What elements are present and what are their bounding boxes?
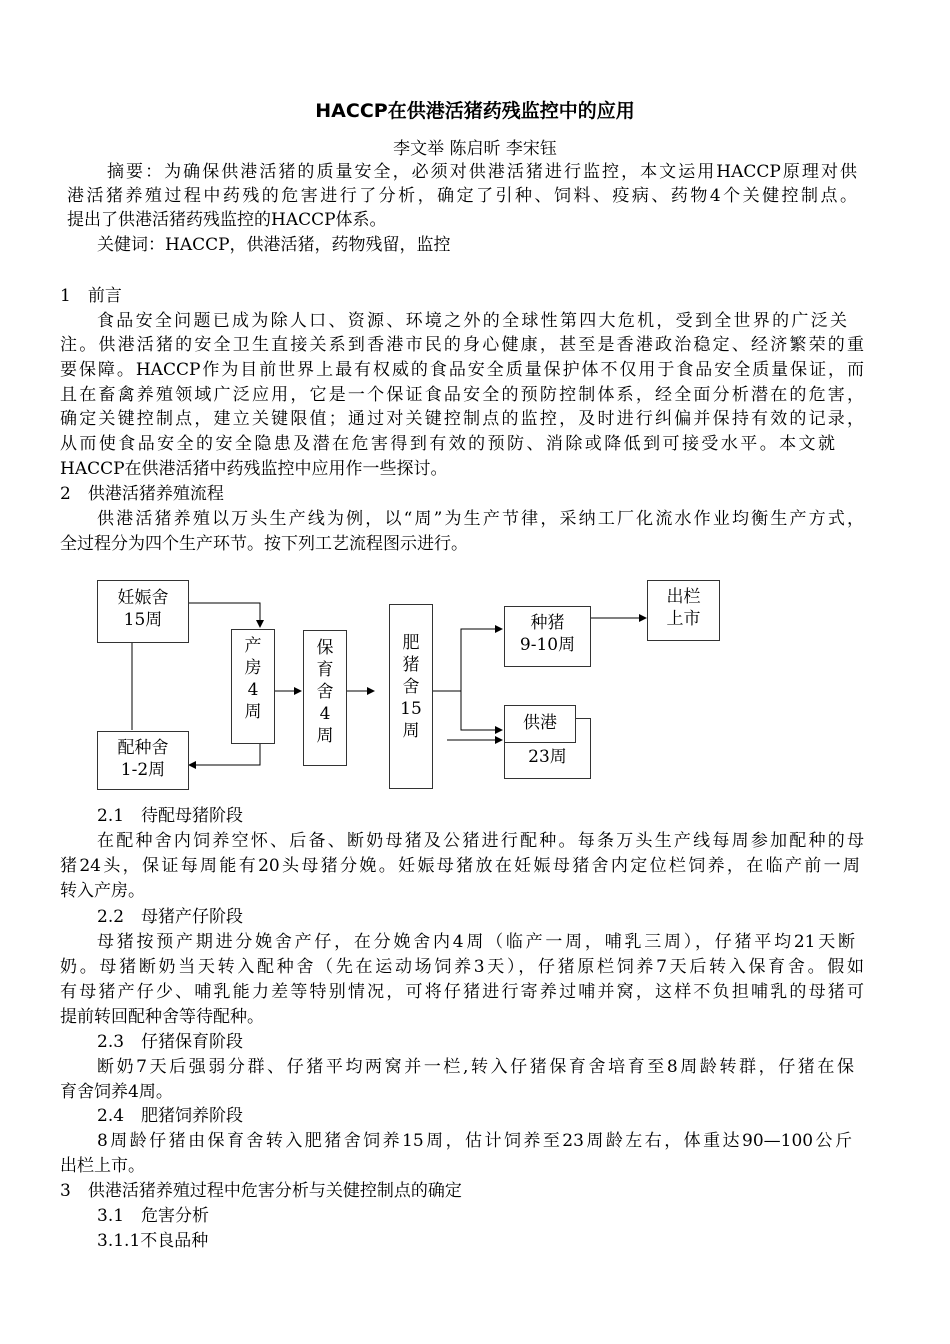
abstract-line: 港活猪养殖过程中药残的危害进行了分析，确定了引种、饲料、疫病、药物4个关健控制点。: [67, 186, 857, 206]
box-nursery: [303, 630, 347, 766]
box-nursery-char: 周: [316, 726, 334, 746]
body-line: 奶。母猪断奶当天转入配种舍（先在运动场饲养3天），仔猪原栏饲养7天后转入保育舍。假如: [60, 957, 864, 977]
box-farrowing-char: 房: [244, 658, 262, 678]
box-fattening-char: 15: [400, 699, 422, 719]
box-farrowing: [231, 629, 275, 744]
body-line: 在配种舍内饲养空怀、后备、断奶母猪及公猪进行配种。每条万头生产线每周参加配种的母: [97, 831, 864, 851]
body-line: 母猪按预产期进分娩舍产仔，在分娩舍内4周（临产一周，哺乳三周），仔猪平均21天断: [97, 932, 855, 952]
body-line: 确定关键控制点，建立关键限值；通过对关键控制点的监控，及时进行纠偏并保持有效的记录，: [60, 409, 864, 429]
body-line: 食品安全问题已成为除人口、资源、环境之外的全球性第四大危机，受到全世界的广泛关: [97, 311, 847, 331]
keywords: 关健词：HACCP，供港活猪，药物残留，监控: [97, 235, 451, 255]
box-breeder: [504, 606, 591, 667]
box-farrowing-char: 产: [244, 636, 262, 656]
body-line: 从而使食品安全的安全隐患及潜在危害得到有效的预防、消除或降低到可接受水平。本文就: [60, 434, 835, 454]
box-nursery-char: 舍: [316, 682, 334, 702]
box-hk-supply: [504, 705, 576, 743]
subsection-heading: 3.1 危害分析: [97, 1206, 210, 1226]
box-nursery-char: 4: [319, 704, 331, 724]
box-nursery-char: 保: [316, 638, 334, 658]
body-line: 注。供港活猪的安全卫生直接关系到香港市民的身心健康，甚至是香港政治稳定、经济繁荣的重: [60, 335, 864, 355]
body-line: 供港活猪养殖以万头生产线为例，以“周”为生产节律，采纳工厂化流水作业均衡生产方式，: [97, 509, 864, 529]
body-line: 且在畜禽养殖领域广泛应用，它是一个保证食品安全的预防控制体系，经全面分析潜在的危害，: [60, 385, 864, 405]
authors: 李文举 陈启昕 李宋钰: [393, 139, 557, 159]
section-heading: 3 供港活猪养殖过程中危害分析与关健控制点的确定: [60, 1181, 462, 1201]
body-line: 要保障。HACCP作为目前世界上最有权威的食品安全质量保护体不仅用于食品安全质量保证，而: [60, 360, 864, 380]
body-line: 有母猪产仔少、哺乳能力差等特别情况，可将仔猪进行寄养过哺并窝，这样不负担哺乳的母猪可: [60, 982, 864, 1002]
body-line: 出栏上市。: [60, 1156, 145, 1176]
box-market-label-1: 出栏: [666, 587, 701, 607]
body-line: HACCP在供港活猪中药残监控中应用作一些探讨。: [60, 459, 448, 479]
box-breeding-duration: 1-2周: [120, 760, 166, 780]
box-pregnancy-label: 妊娠舍: [117, 588, 169, 608]
box-breeder-duration: 9-10周: [519, 635, 576, 655]
box-hk-duration: 23周: [528, 747, 567, 767]
subsection-heading: 2.2 母猪产仔阶段: [97, 907, 244, 927]
abstract-line: 提出了供港活猪药残监控的HACCP体系。: [67, 210, 387, 230]
box-farrowing-char: 4: [247, 680, 259, 700]
body-line: 育舍饲养4周。: [60, 1082, 173, 1102]
section-heading: 1 前言: [60, 286, 122, 306]
subsection-heading: 3.1.1不良品种: [97, 1231, 209, 1251]
arrow-fattening-to-breeder: [433, 629, 502, 691]
box-breeder-label: 种猪: [530, 613, 565, 633]
box-pregnancy-duration: 15周: [123, 610, 163, 630]
section-heading: 2 供港活猪养殖流程: [60, 484, 224, 504]
arrow-pregnancy-to-farrowing: [189, 603, 260, 627]
box-farrowing-char: 周: [244, 702, 262, 722]
arrow-fattening-to-hk: [461, 691, 502, 730]
body-line: 8周龄仔猪由保育舍转入肥猪舍饲养15周，估计饲养至23周龄左右，体重达90—100公斤: [97, 1131, 852, 1151]
box-fattening-char: 周: [402, 721, 420, 741]
subsection-heading: 2.4 肥猪饲养阶段: [97, 1106, 244, 1126]
box-fattening-char: 猪: [402, 655, 420, 675]
box-fattening-char: 肥: [402, 633, 420, 653]
box-nursery-char: 育: [316, 660, 334, 680]
subsection-heading: 2.3 仔猪保育阶段: [97, 1032, 244, 1052]
subsection-heading: 2.1 待配母猪阶段: [97, 806, 244, 826]
box-pregnancy: [97, 580, 189, 643]
body-line: 断奶7天后强弱分群、仔猪平均两窝并一栏,转入仔猪保育舍培育至8周龄转群，仔猪在保: [97, 1057, 854, 1077]
abstract-line: 摘要：为确保供港活猪的质量安全，必须对供港活猪进行监控，本文运用HACCP原理对供: [107, 162, 857, 182]
box-fattening-char: 舍: [402, 677, 420, 697]
document-title: HACCP在供港活猪药残监控中的应用: [315, 100, 635, 122]
body-line: 全过程分为四个生产环节。按下列工艺流程图示进行。: [60, 534, 468, 554]
box-breeding-label: 配种舍: [117, 738, 169, 758]
body-line: 转入产房。: [60, 881, 145, 901]
box-fattening: [389, 604, 433, 789]
body-line: 猪24头，保证每周能有20头母猪分娩。妊娠母猪放在妊娠母猪舍内定位栏饲养，在临产前一周: [60, 856, 860, 876]
box-breeding: [97, 731, 189, 790]
body-line: 提前转回配种舍等待配种。: [60, 1007, 264, 1027]
box-market-label-2: 上市: [666, 609, 701, 629]
box-hk-label: 供港: [523, 713, 557, 733]
box-market: [647, 580, 720, 641]
arrow-farrowing-to-breeding: [189, 744, 260, 765]
